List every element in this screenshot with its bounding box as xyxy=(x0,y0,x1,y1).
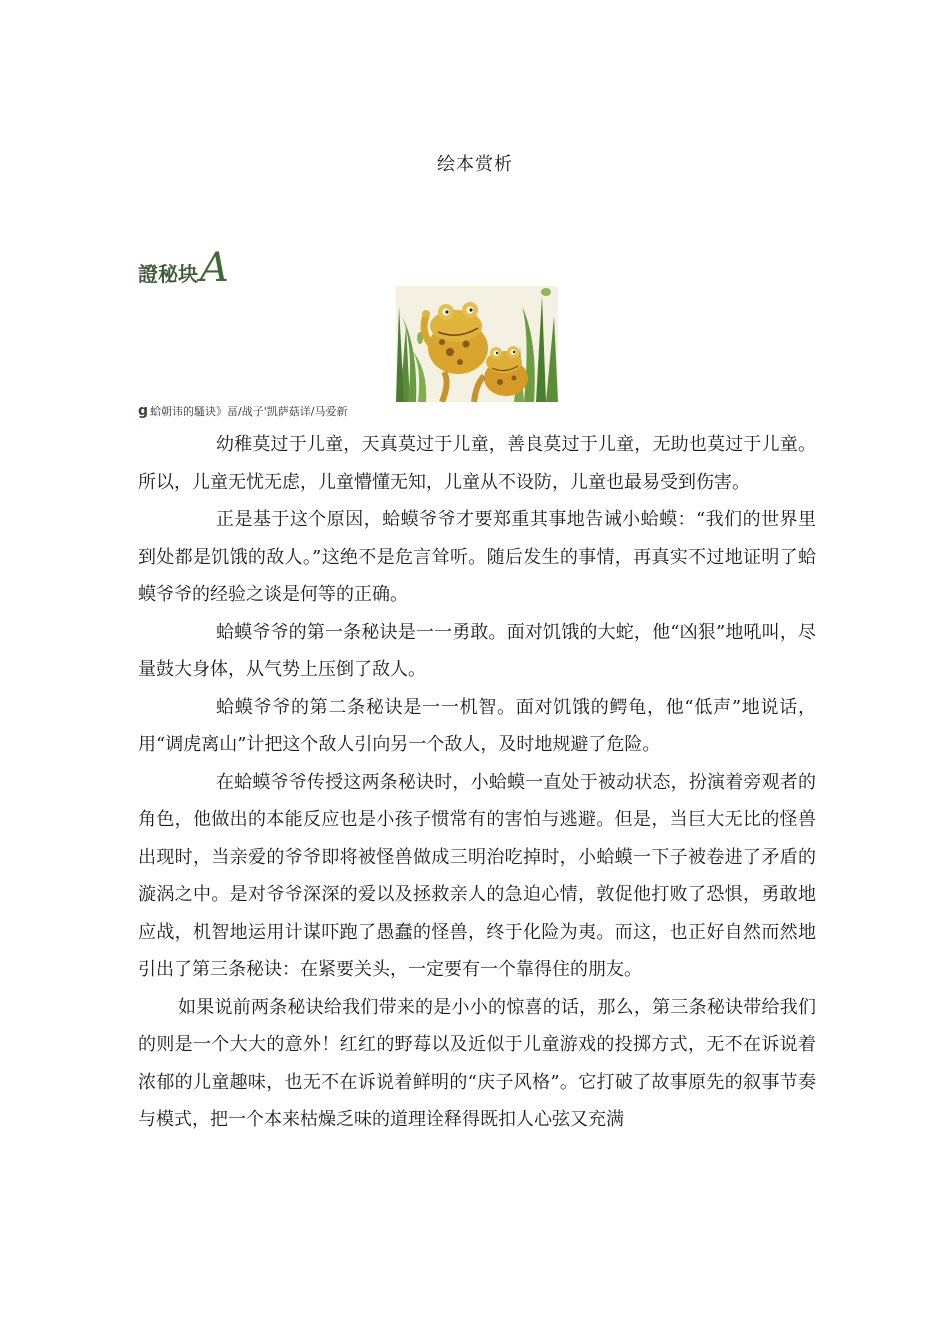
caption-text: 蛤朝讳的騷诀》畐/战子'凯萨菇详/马爱新 xyxy=(150,405,348,418)
paragraph: 蛤蟆爷爷的第一条秘诀是一一勇敢。面对饥饿的大蛇，他“凶狠”地吼叫，尽量鼓大身体，从气势上压倒了敌人。 xyxy=(138,621,816,680)
paragraph: 蛤蟆爷爷的第二条秘诀是一一机智。面对饥饿的鳄龟，他“低声”地说话，用“调虎离山”计把这个敌人引向另一个敌人，及时地规避了危险。 xyxy=(138,696,816,755)
paragraph: 幼稚莫过于儿童，天真莫过于儿童，善良莫过于儿童，无助也莫过于儿童。所以，儿童无忧无虑，儿童懵懂无知，儿童从不设防，儿童也最易受到伤害。 xyxy=(138,434,816,493)
caption-lead: g xyxy=(138,403,149,419)
paragraph: 正是基于这个原因，蛤蟆爷爷才要郑重其事地告诫小蛤蟆：“我们的世界里到处都是饥饿的敌人。”这绝不是危言耸听。随后发生的事情，再真实不过地证明了蛤蟆爷爷的经验之谈是何等的正确。 xyxy=(138,509,816,605)
section-heading xyxy=(138,245,229,291)
frog-illustration-image xyxy=(396,286,558,402)
page-title: 绘本赏析 xyxy=(437,154,513,175)
section-heading-letter: A xyxy=(200,245,229,291)
section-heading-text: 證秘块 xyxy=(138,262,198,286)
paragraph: 在蛤蟆爷爷传授这两条秘诀时，小蛤蟆一直处于被动状态，扮演着旁观者的角色，他做出的本能反应也是小孩子惯常有的害怕与逃避。但是，当巨大无比的怪兽出现时，当亲爱的爷爷即将被怪兽做成三明治吃掉时，小蛤蟆一下子被卷进了矛盾的漩涡之中。是对爷爷深深的爱以及拯救亲人的急迫心情，敦促他打败了恐惧，勇敢地应战，机智地运用计谋吓跑了愚蠢的怪兽，终于化险为夷。而这，也正好自然而然地引出了第三条秘诀：在紧要关头，一定要有一个靠得住的朋友。 xyxy=(138,771,816,980)
article-body xyxy=(138,426,816,1139)
paragraph: 如果说前两条秘诀给我们带来的是小小的惊喜的话，那么，第三条秘诀带给我们的则是一个大大的意外！红红的野莓以及近似于儿童游戏的投掷方式，无不在诉说着浓郁的儿童趣味，也无不在诉说着鲜明的“庆子风格”。它打破了故事原先的叙事节奏与模式，把一个本来枯燥乏味的道理诠释得既扣人心弦又充满 xyxy=(138,996,816,1130)
image-caption xyxy=(138,403,347,419)
